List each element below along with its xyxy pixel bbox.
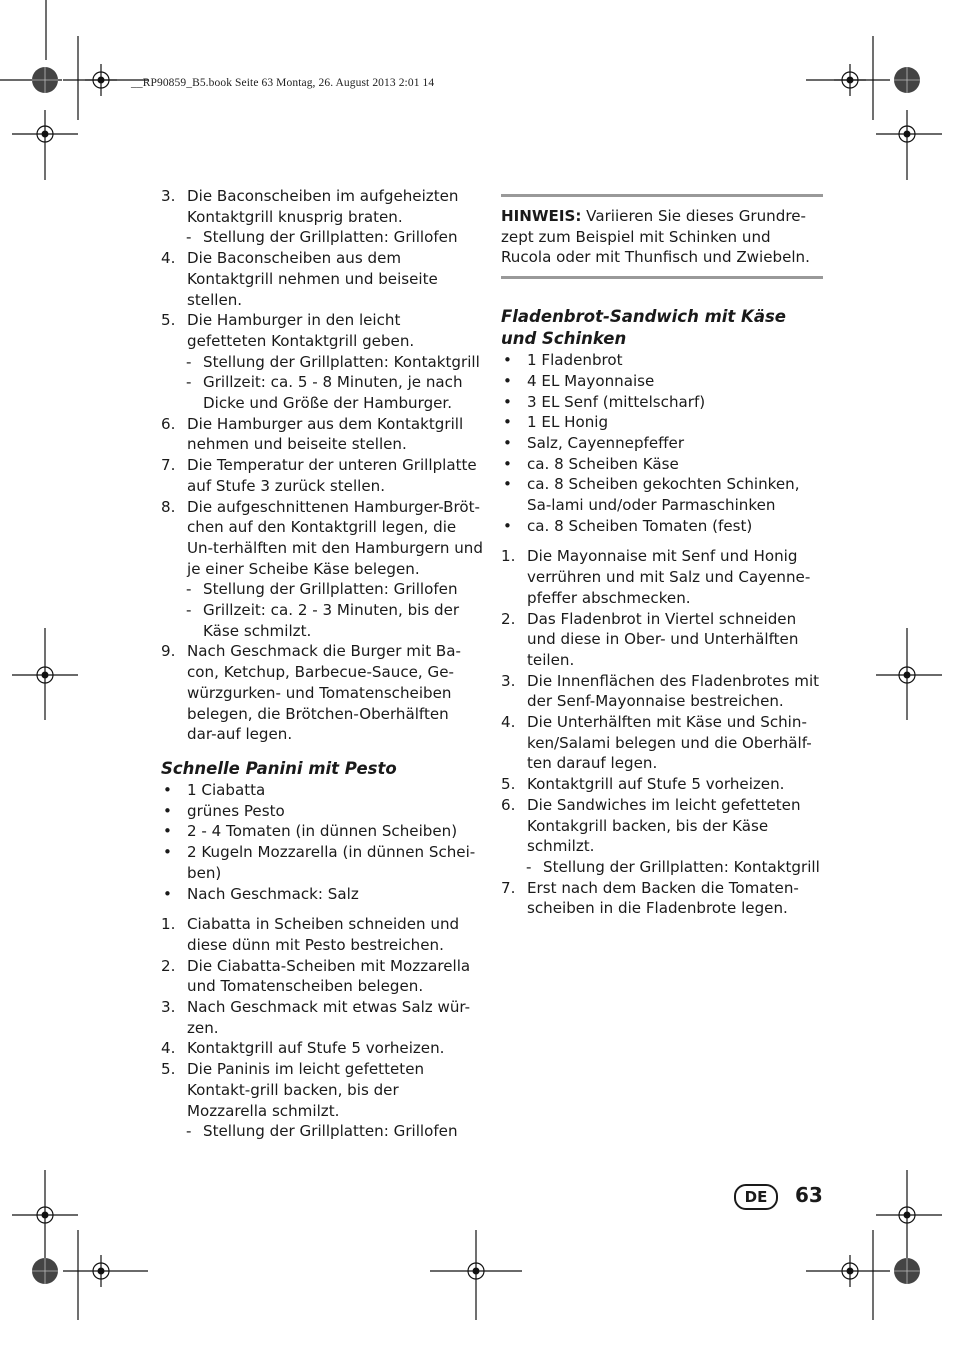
step-subitem	[161, 600, 483, 641]
step-number: 6.	[161, 414, 176, 433]
step-number: 1.	[501, 547, 516, 566]
ingredient-item	[501, 454, 823, 475]
step-item	[161, 248, 483, 310]
step-text: Die Baconscheiben aus dem Kontaktgrill nehmen und beiseite stellen.	[187, 249, 438, 309]
ingredient-text: ca. 8 Scheiben Käse	[527, 454, 679, 473]
subitem-text: Grillzeit: ca. 5 - 8 Minuten, je nach Dicke und Größe der Hamburger.	[203, 373, 463, 413]
step-item	[161, 455, 483, 496]
step-item	[161, 1038, 483, 1059]
bullet-icon: •	[503, 516, 512, 535]
dash-icon: -	[186, 601, 192, 620]
ingredient-item	[501, 516, 823, 537]
bullet-icon: •	[163, 801, 172, 820]
page-number: 63	[795, 1183, 823, 1207]
ingredient-text: 1 Fladenbrot	[527, 351, 623, 370]
step-item	[501, 878, 823, 919]
step-text: Die Innenflächen des Fladenbrotes mit der Senf-Mayonnaise bestreichen.	[527, 671, 820, 711]
step-number: 2.	[161, 956, 176, 975]
step-item	[501, 671, 823, 712]
dash-icon: -	[186, 1122, 192, 1141]
step-item	[161, 914, 483, 955]
ingredient-item	[161, 842, 483, 883]
step-item	[501, 546, 823, 608]
step-number: 2.	[501, 609, 516, 628]
ingredient-text: ca. 8 Scheiben Tomaten (fest)	[527, 516, 753, 535]
fladenbrot-steps	[501, 546, 823, 919]
bullet-icon: •	[163, 780, 172, 799]
step-item	[501, 712, 823, 774]
ingredient-text: 2 - 4 Tomaten (in dünnen Scheiben)	[187, 822, 458, 841]
step-subitem	[161, 227, 483, 248]
subitem-text: Stellung der Grillplatten: Grillofen	[203, 580, 458, 599]
ingredient-text: 2 Kugeln Mozzarella (in dünnen Schei-ben)	[187, 843, 476, 882]
step-subitem	[161, 579, 483, 600]
step-item	[501, 795, 823, 857]
dash-icon: -	[186, 228, 192, 247]
step-item	[161, 186, 483, 227]
step-subitem	[161, 352, 483, 373]
step-number: 4.	[501, 713, 516, 732]
ingredient-item	[501, 392, 823, 413]
step-text: Nach Geschmack mit etwas Salz wür-zen.	[187, 998, 471, 1037]
step-text: Die Ciabatta-Scheiben mit Mozzarella und Tomatenscheiben belegen.	[187, 956, 471, 996]
bullet-icon: •	[503, 475, 512, 494]
step-item	[161, 997, 483, 1038]
bullet-icon: •	[503, 413, 512, 432]
panini-ingredients	[161, 780, 483, 904]
step-number: 6.	[501, 795, 516, 814]
dash-icon: -	[186, 352, 192, 371]
step-text: Die Hamburger in den leicht gefetteten Kontaktgrill geben.	[187, 311, 415, 350]
step-number: 3.	[161, 187, 176, 205]
step-text: Kontaktgrill auf Stufe 5 vorheizen.	[527, 775, 785, 794]
step-number: 5.	[501, 775, 516, 794]
step-item	[161, 497, 483, 580]
ingredient-text: 3 EL Senf (mittelscharf)	[527, 392, 706, 411]
bullet-icon: •	[503, 371, 512, 390]
step-number: 7.	[161, 456, 176, 475]
ingredient-text: ca. 8 Scheiben gekochten Schinken, Sa-lami und/oder Parmaschinken	[527, 475, 800, 515]
bullet-icon: •	[503, 351, 512, 370]
step-number: 4.	[161, 249, 176, 268]
step-text: Die Paninis im leicht gefetteten Kontakt-grill backen, bis der Mozzarella schmilzt.	[187, 1060, 425, 1120]
step-text: Die aufgeschnittenen Hamburger-Bröt-chen auf den Kontaktgrill legen, die Un-terhälften mit den Hamburgern und je einer Scheibe Käse belegen.	[187, 497, 483, 578]
step-item	[161, 414, 483, 455]
step-number: 3.	[161, 998, 176, 1017]
language-badge: DE	[734, 1184, 778, 1210]
bullet-icon: •	[503, 392, 512, 411]
ingredient-item	[501, 474, 823, 515]
bullet-icon: •	[503, 433, 512, 452]
panini-heading: Schnelle Panini mit Pesto	[161, 758, 397, 778]
step-number: 8.	[161, 497, 176, 516]
subitem-text: Stellung der Grillplatten: Kontaktgrill	[203, 352, 480, 371]
subitem-text: Grillzeit: ca. 2 - 3 Minuten, bis der Käse schmilzt.	[203, 601, 460, 640]
bullet-icon: •	[163, 822, 172, 841]
step-item	[161, 641, 483, 745]
ingredient-item	[501, 433, 823, 454]
ingredient-item	[161, 821, 483, 842]
step-subitem	[501, 857, 823, 878]
step-text: Nach Geschmack die Burger mit Ba-con, Ketchup, Barbecue-Sauce, Ge-würzgurken- und Tomatenscheiben belegen, die Brötchen-Oberhälften dar-auf legen.	[187, 642, 461, 744]
step-item	[161, 1059, 483, 1121]
right-column	[501, 186, 823, 919]
print-slug: __RP90859_B5.book Seite 63 Montag, 26. August 2013 2:01 14	[131, 77, 435, 89]
bullet-icon: •	[163, 884, 172, 903]
step-text: Die Unterhälften mit Käse und Schin-ken/Salami belegen und die Oberhälf-ten darauf legen.	[527, 713, 812, 773]
step-text: Kontaktgrill auf Stufe 5 vorheizen.	[187, 1039, 445, 1058]
ingredient-item	[501, 412, 823, 433]
step-text: Die Hamburger aus dem Kontaktgrill nehmen und beiseite stellen.	[187, 414, 464, 454]
ingredient-text: 1 EL Honig	[527, 413, 609, 432]
dash-icon: -	[186, 580, 192, 599]
bullet-icon: •	[163, 843, 172, 862]
hint-box	[501, 194, 823, 279]
fladenbrot-heading: Fladenbrot-Sandwich mit Käse und Schinken	[501, 307, 786, 349]
bullet-icon: •	[503, 454, 512, 473]
panini-steps	[161, 914, 483, 1142]
step-number: 7.	[501, 878, 516, 897]
fladenbrot-ingredients	[501, 350, 823, 536]
ingredient-item	[161, 884, 483, 905]
ingredient-item	[501, 371, 823, 392]
ingredient-item	[501, 350, 823, 371]
subitem-text: Stellung der Grillplatten: Grillofen	[203, 1122, 458, 1141]
ingredient-text: 1 Ciabatta	[187, 780, 266, 799]
step-number: 3.	[501, 671, 516, 690]
step-text: Die Mayonnaise mit Senf und Honig verrühren und mit Salz und Cayenne-pfeffer abschmecken.	[527, 547, 811, 607]
step-text: Die Sandwiches im leicht gefetteten Kontakgrill backen, bis der Käse schmilzt.	[527, 795, 801, 856]
step-subitem	[161, 1121, 483, 1142]
step-text: Das Fladenbrot in Viertel schneiden und diese in Ober- und Unterhälften teilen.	[527, 609, 799, 669]
burger-steps	[161, 186, 483, 745]
step-text: Erst nach dem Backen die Tomaten-scheiben in die Fladenbrote legen.	[527, 878, 799, 918]
step-item	[161, 956, 483, 997]
step-number: 5.	[161, 311, 176, 330]
hint-label: HINWEIS:	[501, 207, 582, 225]
step-item	[501, 609, 823, 671]
ingredient-text: grünes Pesto	[187, 801, 285, 820]
dash-icon: -	[526, 857, 532, 876]
step-item	[161, 310, 483, 351]
ingredient-text: Salz, Cayennepfeffer	[527, 433, 685, 452]
ingredient-item	[161, 780, 483, 801]
dash-icon: -	[186, 373, 192, 392]
ingredient-text: Nach Geschmack: Salz	[187, 884, 359, 903]
step-subitem	[161, 372, 483, 413]
step-number: 5.	[161, 1060, 176, 1079]
step-text: Die Baconscheiben im aufgeheizten Kontaktgrill knusprig braten.	[187, 187, 459, 226]
left-column	[161, 186, 483, 1142]
step-number: 4.	[161, 1039, 176, 1058]
step-item	[501, 774, 823, 795]
subitem-text: Stellung der Grillplatten: Grillofen	[203, 228, 458, 247]
step-text: Die Temperatur der unteren Grillplatte auf Stufe 3 zurück stellen.	[187, 456, 477, 495]
ingredient-item	[161, 801, 483, 822]
step-number: 1.	[161, 915, 176, 934]
subitem-text: Stellung der Grillplatten: Kontaktgrill	[543, 857, 820, 876]
step-text: Ciabatta in Scheiben schneiden und diese dünn mit Pesto bestreichen.	[187, 915, 460, 954]
hint-text: Variieren Sie dieses Grundre-zept zum Beispiel mit Schinken und Rucola oder mit Thunfisch und Zwiebeln.	[501, 207, 810, 267]
ingredient-text: 4 EL Mayonnaise	[527, 371, 655, 390]
step-number: 9.	[161, 642, 176, 661]
